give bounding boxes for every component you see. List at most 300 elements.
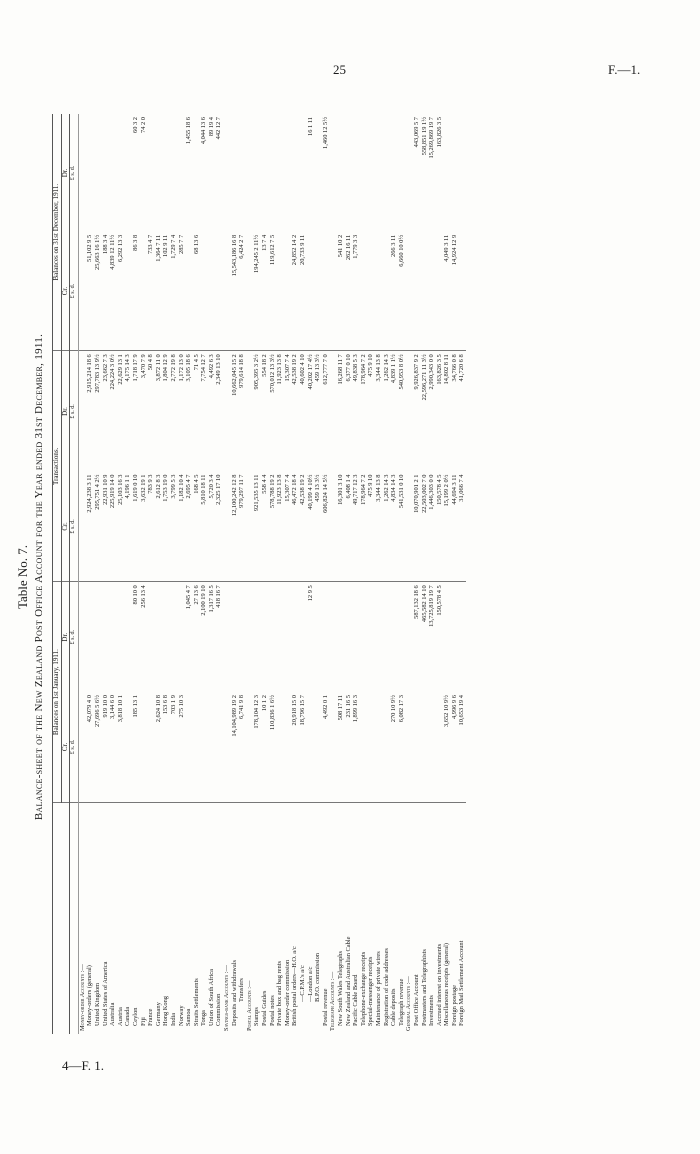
table-row: [155, 114, 163, 1034]
cell-c2: 12,100,242 12 8: [231, 472, 239, 582]
cell-d3: [352, 114, 360, 232]
cell-d3: 74 2 0: [139, 117, 147, 133]
cell-c3: [421, 232, 429, 351]
cell-d2: 570,012 13 3½: [268, 354, 276, 393]
cell-c1: 919 10 0: [102, 692, 110, 802]
cell-c2: 3,632 19 1: [140, 472, 148, 582]
cell-d2: 10,662,045 15 2: [230, 354, 238, 396]
cell-d2: 22,629 13 1: [116, 354, 124, 385]
table-row: [132, 114, 140, 1034]
cell-d3: [109, 114, 117, 232]
cell-c2: 459 13 3½: [314, 472, 322, 582]
cell-c1: [124, 692, 132, 802]
table-row: [436, 114, 444, 1034]
cell-c2: 606,824 14 5½: [322, 472, 330, 582]
table-row: [162, 114, 170, 1034]
row-label: New Zealand and Australian Cable: [344, 936, 352, 1026]
cell-c1: [360, 692, 368, 802]
cell-c1: [329, 692, 337, 802]
cell-d2: [78, 351, 86, 472]
cell-c2: 921,535 13 11: [253, 472, 261, 582]
cell-d3: [231, 114, 239, 232]
cell-c3: 25,663 16 1½: [94, 232, 102, 351]
cell-c2: [329, 472, 337, 582]
cell-d2: 297,783 13 9½: [93, 354, 101, 393]
cell-d3: [170, 114, 178, 232]
cell-d2: 14,802 8 11: [443, 354, 451, 385]
cell-d3: [193, 114, 201, 232]
row-label: Tonga: [200, 1010, 208, 1026]
units-label: £ s. d.: [70, 351, 79, 472]
cell-d1: [352, 582, 360, 692]
account-column-header: [53, 802, 70, 1034]
cell-c3: 733 4 7: [147, 232, 155, 351]
cell-d1: [276, 582, 284, 692]
cell-d1: [390, 582, 398, 692]
row-label: Money-order commission: [283, 959, 291, 1026]
cell-d1: [246, 582, 254, 692]
cell-c2: 558 4 4: [261, 472, 269, 582]
cell-c3: [223, 232, 231, 351]
cell-d1: 27 13 6: [192, 585, 200, 605]
cell-d3: [375, 114, 383, 232]
cell-d2: 15,307 7 4: [283, 354, 291, 382]
table-row: [261, 114, 269, 1034]
cell-c1: [185, 692, 193, 802]
cell-c3: 188 3 4: [102, 232, 110, 351]
cell-d3: 558,851 19 1½: [420, 117, 428, 156]
cell-c1: 275 10 3: [178, 692, 186, 802]
cell-d1: [284, 582, 292, 692]
cell-d1: [178, 582, 186, 692]
closing-dr-header: Dr.: [61, 114, 70, 232]
cell-c3: [329, 232, 337, 351]
table-row: [185, 114, 193, 1034]
units-label: £ s. d.: [70, 582, 79, 692]
cell-d1: 12 9 5: [306, 585, 314, 602]
cell-c2: 40,199 4 10½: [307, 472, 315, 582]
row-label: Registration of code addresses: [382, 948, 390, 1026]
cell-c3: 266 3 11: [390, 232, 398, 351]
cell-d1: [94, 582, 102, 692]
cell-c3: [124, 232, 132, 351]
row-label: Straits Settlements: [192, 978, 200, 1026]
table-row: [193, 114, 201, 1034]
cell-c1: 4,996 9 6: [451, 692, 459, 802]
cell-c2: 5,810 18 11: [200, 472, 208, 582]
cell-c1: 270 10 9½: [390, 692, 398, 802]
cell-c1: 6,082 17 3: [398, 692, 406, 802]
cell-c3: [140, 232, 148, 351]
cell-d3: [246, 114, 254, 232]
cell-c2: 11,923 13 8: [276, 472, 284, 582]
cell-d2: 2,772 19 8: [169, 354, 177, 382]
units-label: £ s. d.: [70, 472, 79, 582]
cell-c2: 46,472 18 4: [291, 472, 299, 582]
cell-d3: 4,044 13 6: [200, 117, 208, 145]
row-label: Money-orders (general): [86, 965, 94, 1026]
cell-d2: 3,344 13 8: [374, 354, 382, 382]
cell-d1: [383, 582, 391, 692]
cell-c2: 2,325 17 10: [215, 472, 223, 582]
cell-c3: [284, 232, 292, 351]
cell-d1: [253, 582, 261, 692]
cell-c2: 6,408 1 4: [345, 472, 353, 582]
cell-c3: 4,049 3 11: [443, 232, 451, 351]
cell-c1: 3,144 6 0: [109, 692, 117, 802]
cell-d3: [345, 114, 353, 232]
row-label: Money-order Accounts :—: [78, 964, 86, 1031]
table-row: [375, 114, 383, 1034]
cell-d2: 3,105 18 6: [185, 354, 193, 382]
units-label: £ s. d.: [70, 114, 79, 232]
cell-c3: 262 16 11: [345, 232, 353, 351]
cell-d1: 256 13 4: [139, 585, 147, 608]
cell-c1: [314, 692, 322, 802]
balance-sheet-table: [52, 114, 466, 1034]
table-row: [345, 114, 353, 1034]
cell-d1: [109, 582, 117, 692]
cell-c1: [200, 692, 208, 802]
cell-d2: 11,923 13 8: [276, 354, 284, 385]
closing-cr-header: Cr.: [61, 232, 70, 351]
table-row: [367, 114, 375, 1034]
cell-d2: 4,492 6 3: [207, 354, 215, 379]
table-row: [352, 114, 360, 1034]
cell-c2: 178,964 7 2: [360, 472, 368, 582]
table-row: [428, 114, 436, 1034]
cell-d1: [322, 582, 330, 692]
cell-c1: 1,899 16 3: [352, 692, 360, 802]
cell-c2: 2,612 8 3: [155, 472, 163, 582]
table-row: [109, 114, 117, 1034]
cell-c2: 1,446,303 0 0: [428, 472, 436, 582]
cell-d3: [284, 114, 292, 232]
cell-c3: [78, 232, 86, 351]
row-label: Transfers: [238, 978, 246, 1002]
cell-d2: 1,804 12 9: [162, 354, 170, 382]
cell-c3: [413, 232, 421, 351]
cell-d1: 13,725,819 19 7: [428, 585, 436, 627]
row-label: Pacific Cable Board: [352, 974, 360, 1026]
cell-d2: 22,596,271 11 3½: [420, 354, 428, 401]
cell-d2: 3,872 11 0: [154, 354, 162, 382]
row-label: Norway: [177, 1005, 185, 1026]
cell-d2: [329, 351, 337, 472]
cell-d3: [390, 114, 398, 232]
cell-c1: 42,079 4 0: [86, 692, 94, 802]
cell-c1: 178,104 12 3: [253, 692, 261, 802]
cell-c1: [367, 692, 375, 802]
table-row: [421, 114, 429, 1034]
cell-d2: 979,614 18 8: [238, 354, 246, 388]
row-label: France: [147, 1008, 155, 1026]
cell-d2: 905,395 3 2½: [253, 354, 261, 390]
row-label: Postal Guides: [261, 990, 269, 1026]
cell-c3: [405, 232, 413, 351]
cell-c1: [428, 692, 436, 802]
cell-d3: [238, 114, 246, 232]
cell-c3: [375, 232, 383, 351]
cell-d1: [345, 582, 353, 692]
cell-d2: 40,202 17 4½: [306, 354, 314, 390]
transactions-cr-header: Cr.: [61, 472, 70, 582]
cell-d2: [246, 351, 254, 472]
row-label: Postal notes: [268, 995, 276, 1026]
cell-c2: 22,503,002 7 0: [421, 472, 429, 582]
section-heading-row: [329, 114, 337, 1034]
cell-d2: 34,766 0 8: [450, 354, 458, 382]
cell-d2: 224,224 3 0½: [109, 354, 117, 390]
cell-c3: 541 10 2: [337, 232, 345, 351]
row-label: Telephone-exchange receipts: [359, 951, 367, 1026]
cell-c1: [284, 692, 292, 802]
cell-d3: [102, 114, 110, 232]
cell-d1: [102, 582, 110, 692]
table-row: [322, 114, 330, 1034]
cell-c2: 783 9 3: [147, 472, 155, 582]
cell-d3: [124, 114, 132, 232]
cell-d2: 49,838 5 3: [352, 354, 360, 382]
row-label: Foreign postage: [450, 985, 458, 1026]
cell-d1: [124, 582, 132, 692]
cell-d2: 4,839 1 1½: [390, 354, 398, 384]
cell-d3: [178, 114, 186, 232]
cell-d2: 2,915,214 18 6: [86, 354, 94, 393]
row-label: Postmasters and Telegraphists: [420, 949, 428, 1026]
table-row: [276, 114, 284, 1034]
cell-d1: 80 10 0: [131, 585, 139, 605]
table-row: [238, 114, 246, 1034]
cell-d3: 89 19 4: [207, 117, 215, 137]
cell-c3: 4,839 12 11½: [109, 232, 117, 351]
cell-c3: [367, 232, 375, 351]
cell-c2: 2,924,238 3 11: [86, 472, 94, 582]
cell-d2: 3,470 7 9: [139, 354, 147, 379]
cell-d3: [155, 114, 163, 232]
table-row: [102, 114, 110, 1034]
table-row: [360, 114, 368, 1034]
cell-d1: [147, 582, 155, 692]
cell-d3: 15,269,869 19 7: [428, 117, 436, 159]
cell-c1: [246, 692, 254, 802]
table-title: Balance-sheet of the New Zealand Post Office Account for the Year ended 31st December, 1911.: [33, 333, 45, 821]
cell-d1: [405, 582, 413, 692]
cell-d2: 16,268 11 7: [336, 354, 344, 385]
row-label: Savings-bank Accounts :—: [223, 965, 231, 1031]
cell-d1: [360, 582, 368, 692]
table-row: [443, 114, 451, 1034]
row-label: Accrued interest on investments: [435, 943, 443, 1026]
cell-c3: [246, 232, 254, 351]
cell-c3: 6,424 2 7: [238, 232, 246, 351]
table-row: [383, 114, 391, 1034]
row-label: —London a/c: [306, 966, 314, 1002]
cell-d2: 2,349 13 10: [215, 354, 223, 385]
cell-d2: 4,175 14 3: [124, 354, 132, 382]
table-row: [200, 114, 208, 1034]
table-row: [269, 114, 277, 1034]
row-label: Cable deposits: [390, 988, 398, 1026]
cell-c1: 6,741 9 8: [238, 692, 246, 802]
cell-d1: [451, 582, 459, 692]
cell-c3: [200, 232, 208, 351]
cell-d2: 41,720 6 8: [458, 354, 466, 382]
cell-c3: 285 7 7: [178, 232, 186, 351]
row-label: Postal Accounts :—: [245, 980, 253, 1031]
table-row: [337, 114, 345, 1034]
cell-c2: [405, 472, 413, 582]
table-row: [94, 114, 102, 1034]
cell-c2: 541,531 0 10: [398, 472, 406, 582]
cell-c2: 3,344 13 8: [375, 472, 383, 582]
row-label: Private box and bag rents: [276, 961, 284, 1026]
cell-c3: 68 13 6: [193, 232, 201, 351]
cell-d2: [405, 351, 413, 472]
cell-d3: [360, 114, 368, 232]
cell-c1: 508 17 11: [337, 692, 345, 802]
cell-d3: [367, 114, 375, 232]
cell-d2: 540,953 8 0½: [397, 354, 405, 390]
table-row: [117, 114, 125, 1034]
row-label: Union of South Africa: [207, 969, 215, 1026]
cell-d3: [162, 114, 170, 232]
cell-d3: 163,826 3 5: [435, 117, 443, 148]
row-label: Canada: [124, 1006, 132, 1026]
cell-c2: 49,717 12 3: [352, 472, 360, 582]
cell-c1: 703 1 9: [170, 692, 178, 802]
row-label: Fiji: [139, 1017, 147, 1026]
cell-d3: [276, 114, 284, 232]
row-label: Special-messenger receipts: [367, 956, 375, 1026]
cell-d3: 1,460 12 5½: [321, 117, 329, 149]
cell-c3: 13 7 4: [261, 232, 269, 351]
cell-c1: [405, 692, 413, 802]
cell-c2: 15,199 2 0½: [443, 472, 451, 582]
series-reference: F.—1.: [608, 62, 641, 77]
cell-d3: [337, 114, 345, 232]
row-label: New South Wales Telegraphs: [336, 951, 344, 1026]
cell-d2: 6,377 0 10: [344, 354, 352, 382]
row-label: Foreign Mail Settlement Account: [458, 940, 466, 1026]
cell-c3: 102 9 11: [162, 232, 170, 351]
cell-c1: 3,818 10 1: [117, 692, 125, 802]
cell-c2: 22,931 10 9: [102, 472, 110, 582]
cell-d3: [94, 114, 102, 232]
row-label: British postal orders—H.O. a/c: [291, 946, 299, 1026]
cell-c3: [360, 232, 368, 351]
cell-d1: [231, 582, 239, 692]
cell-c2: 295,751 4 2½: [94, 472, 102, 582]
row-label: Postal revenue: [321, 988, 329, 1026]
cell-d1: 2,100 19 10: [200, 585, 208, 616]
cell-d2: 459 13 3½: [314, 354, 322, 382]
cell-d3: [291, 114, 299, 232]
cell-d2: 475 9 10: [367, 354, 375, 377]
cell-c1: [140, 692, 148, 802]
cell-c2: 15,307 7 4: [284, 472, 292, 582]
cell-c3: [458, 232, 466, 351]
cell-d2: 178,964 7 2: [359, 354, 367, 385]
row-label: United Kingdom: [93, 982, 101, 1026]
cell-d1: [299, 582, 307, 692]
cell-c2: 31,066 7 4: [458, 472, 466, 582]
table-number: Table No. 7.: [15, 544, 30, 610]
cell-c2: 1,182 10 4: [178, 472, 186, 582]
cell-c2: 150,578 4 5: [436, 472, 444, 582]
row-label: Commission: [215, 993, 223, 1026]
cell-d1: [86, 582, 94, 692]
cell-c1: 14,104,989 19 2: [231, 692, 239, 802]
table-row: [147, 114, 155, 1034]
cell-d2: 2,990,343 0 0: [428, 354, 436, 390]
cell-c2: 3,799 5 3: [170, 472, 178, 582]
cell-c1: [208, 692, 216, 802]
cell-d1: [291, 582, 299, 692]
cell-d3: 1,455 18 6: [185, 117, 193, 145]
cell-c2: 979,297 11 7: [238, 472, 246, 582]
cell-c1: 20,918 15 0: [291, 692, 299, 802]
cell-d3: [398, 114, 406, 232]
cell-d3: [451, 114, 459, 232]
table-row: [231, 114, 239, 1034]
cell-d3: 442 12 7: [215, 117, 223, 140]
opening-dr-header: Dr.: [61, 582, 70, 692]
cell-c2: 1,262 14 3: [383, 472, 391, 582]
table-row: [253, 114, 261, 1034]
cell-d3: [299, 114, 307, 232]
cell-d3: [223, 114, 231, 232]
cell-d1: 587,132 18 6: [412, 585, 420, 619]
table-row: [140, 114, 148, 1034]
row-label: Germany: [154, 1002, 162, 1026]
cell-c1: 110,836 1 6½: [269, 692, 277, 802]
row-label: Ceylon: [131, 1007, 139, 1026]
row-label: India: [169, 1012, 177, 1026]
table-body: [78, 114, 466, 1034]
table-row: [291, 114, 299, 1034]
cell-d1: [162, 582, 170, 692]
table-row: [413, 114, 421, 1034]
cell-c1: 2,624 10 8: [155, 692, 163, 802]
cell-d2: 40,602 4 10: [299, 354, 306, 385]
cell-d1: 1,045 4 7: [185, 585, 193, 610]
cell-c3: 1,729 7 4: [170, 232, 178, 351]
row-label: Miscellaneous receipts (general): [443, 942, 451, 1026]
cell-d1: [329, 582, 337, 692]
cell-c3: [215, 232, 223, 351]
cell-c1: 3,652 10 9½: [443, 692, 451, 802]
row-label: Deposits and withdrawals: [230, 959, 238, 1026]
cell-d3: [383, 114, 391, 232]
cell-d1: [117, 582, 125, 692]
cell-c3: 14,924 12 9: [451, 232, 459, 351]
table-row: [208, 114, 216, 1034]
cell-d1: [238, 582, 246, 692]
cell-c2: 1,619 0 10: [132, 472, 140, 582]
cell-d3: [269, 114, 277, 232]
table-row: [215, 114, 223, 1034]
row-label: United States of America: [101, 961, 109, 1026]
cell-d2: 163,826 3 5: [435, 354, 443, 385]
table-row: [86, 114, 94, 1034]
cell-d3: [405, 114, 413, 232]
cell-c3: [383, 232, 391, 351]
cell-d3: [147, 114, 155, 232]
cell-c2: [223, 472, 231, 582]
opening-balances-header: Balances on 1st January, 1911.: [53, 582, 62, 803]
cell-c3: [307, 232, 315, 351]
